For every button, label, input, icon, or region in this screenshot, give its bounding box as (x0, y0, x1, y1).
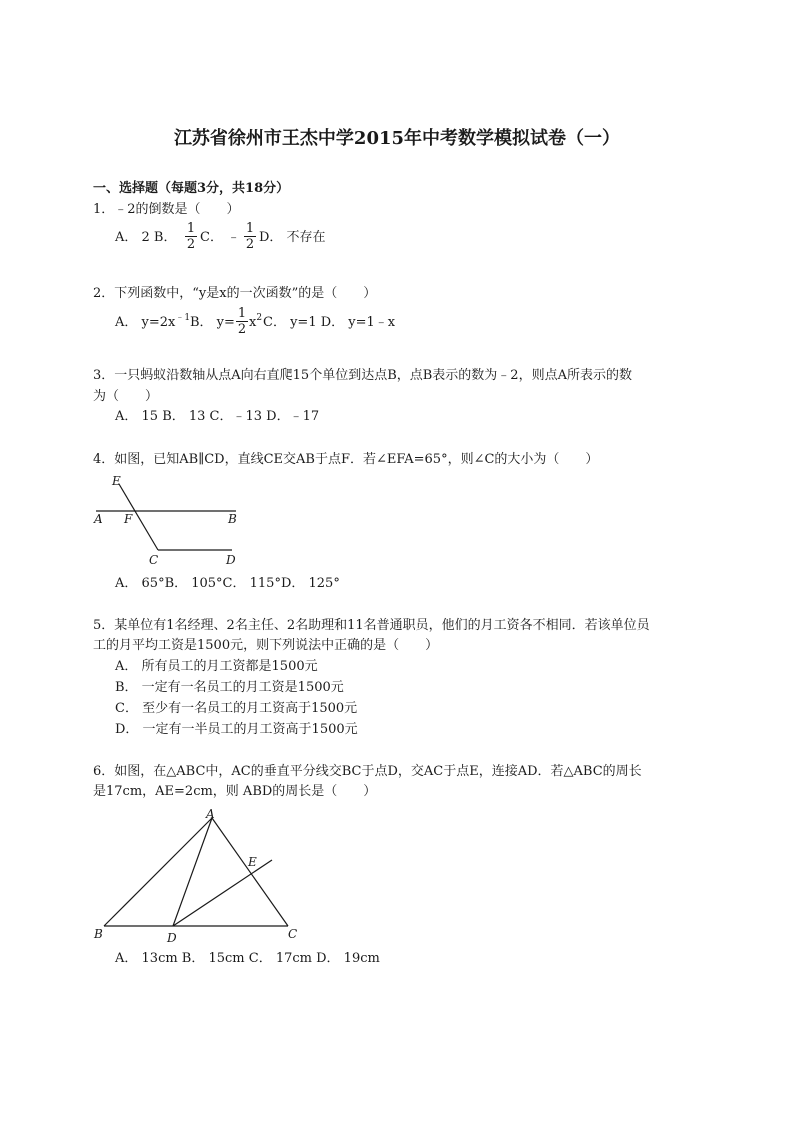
q2-stem: 2．下列函数中，“y是x的一次函数”的是（ ） (93, 286, 377, 301)
q3-stem-line2: 为（ ） (93, 389, 159, 404)
q3-stem-line1: 3．一只蚂蚁沿数轴从点A向右直爬15个单位到达点B，点B表示的数为﹣2，则点A所表示的数 (93, 368, 632, 383)
q2-option-a: A． $y=2x^{﹣1}$ (115, 313, 191, 330)
q6-label-c: C (288, 927, 298, 941)
q5-option-d: D． 一定有一半员工的月工资高于1500元 (115, 722, 358, 737)
q6-label-b: B (94, 927, 103, 941)
q1-option-c: C． ﹣ (200, 230, 241, 245)
q2-option-b-tail: $x^2$ (249, 313, 263, 330)
q5-option-b: B． 一定有一名员工的月工资是1500元 (115, 680, 344, 695)
q1-stem: 1．﹣2的倒数是（ ） (93, 202, 240, 217)
q6-label-e: E (248, 855, 257, 869)
q5-stem-line2: 工的月平均工资是1500元，则下列说法中正确的是（ ） (93, 638, 439, 653)
q4-label-a: A (94, 512, 103, 526)
q4-stem: 4．如图，已知AB∥CD，直线CE交AB于点F．若∠EFA=65°，则∠C的大小为（ ） (93, 452, 599, 467)
q1-fraction-b: 1 2 (186, 221, 196, 252)
q4-label-c: C (149, 553, 159, 567)
q4-label-f: F (124, 512, 133, 526)
q4-label-b: B (228, 512, 237, 526)
q6-label-d: D (167, 931, 177, 945)
q1-fraction-c: 1 2 (245, 221, 255, 252)
q6-options: A． 13cm B． 15cm C． 17cm D． 19cm (115, 951, 380, 966)
q5-option-a: A． 所有员工的月工资都是1500元 (115, 659, 318, 674)
q5-option-c: C． 至少有一名员工的月工资高于1500元 (115, 701, 358, 716)
q5-stem-line1: 5．某单位有1名经理、2名主任、2名助理和11名普通职员，他们的月工资各不相同．若该单位员 (93, 618, 650, 633)
q2-options-cd: C． y=1 D． y=1﹣x (263, 315, 396, 330)
q2-option-b: B． y= (190, 315, 235, 330)
page-title: 江苏省徐州市王杰中学2015年中考数学模拟试卷（一） (173, 128, 621, 149)
q4-label-d: D (226, 553, 236, 567)
q3-options: A． 15 B． 13 C．﹣13 D．﹣17 (115, 409, 320, 424)
q6-label-a: A (206, 807, 215, 821)
section-heading: 一、选择题（每题3分，共18分） (93, 181, 290, 196)
q2-fraction-b: 1 2 (237, 306, 247, 337)
q1-option-d: D． 不存在 (259, 230, 326, 245)
q4-options: A． 65°B． 105°C． 115°D． 125° (115, 576, 340, 591)
q6-stem-line1: 6．如图，在△ABC中，AC的垂直平分线交BC于点D，交AC于点E，连接AD．若△ABC的周长 (93, 764, 642, 779)
q4-label-e: E (112, 474, 121, 488)
q1-option-a: A． 2 B． (115, 230, 177, 245)
q6-stem-line2: 是17cm，AE=2cm，则 ABD的周长是（ ） (93, 784, 377, 799)
